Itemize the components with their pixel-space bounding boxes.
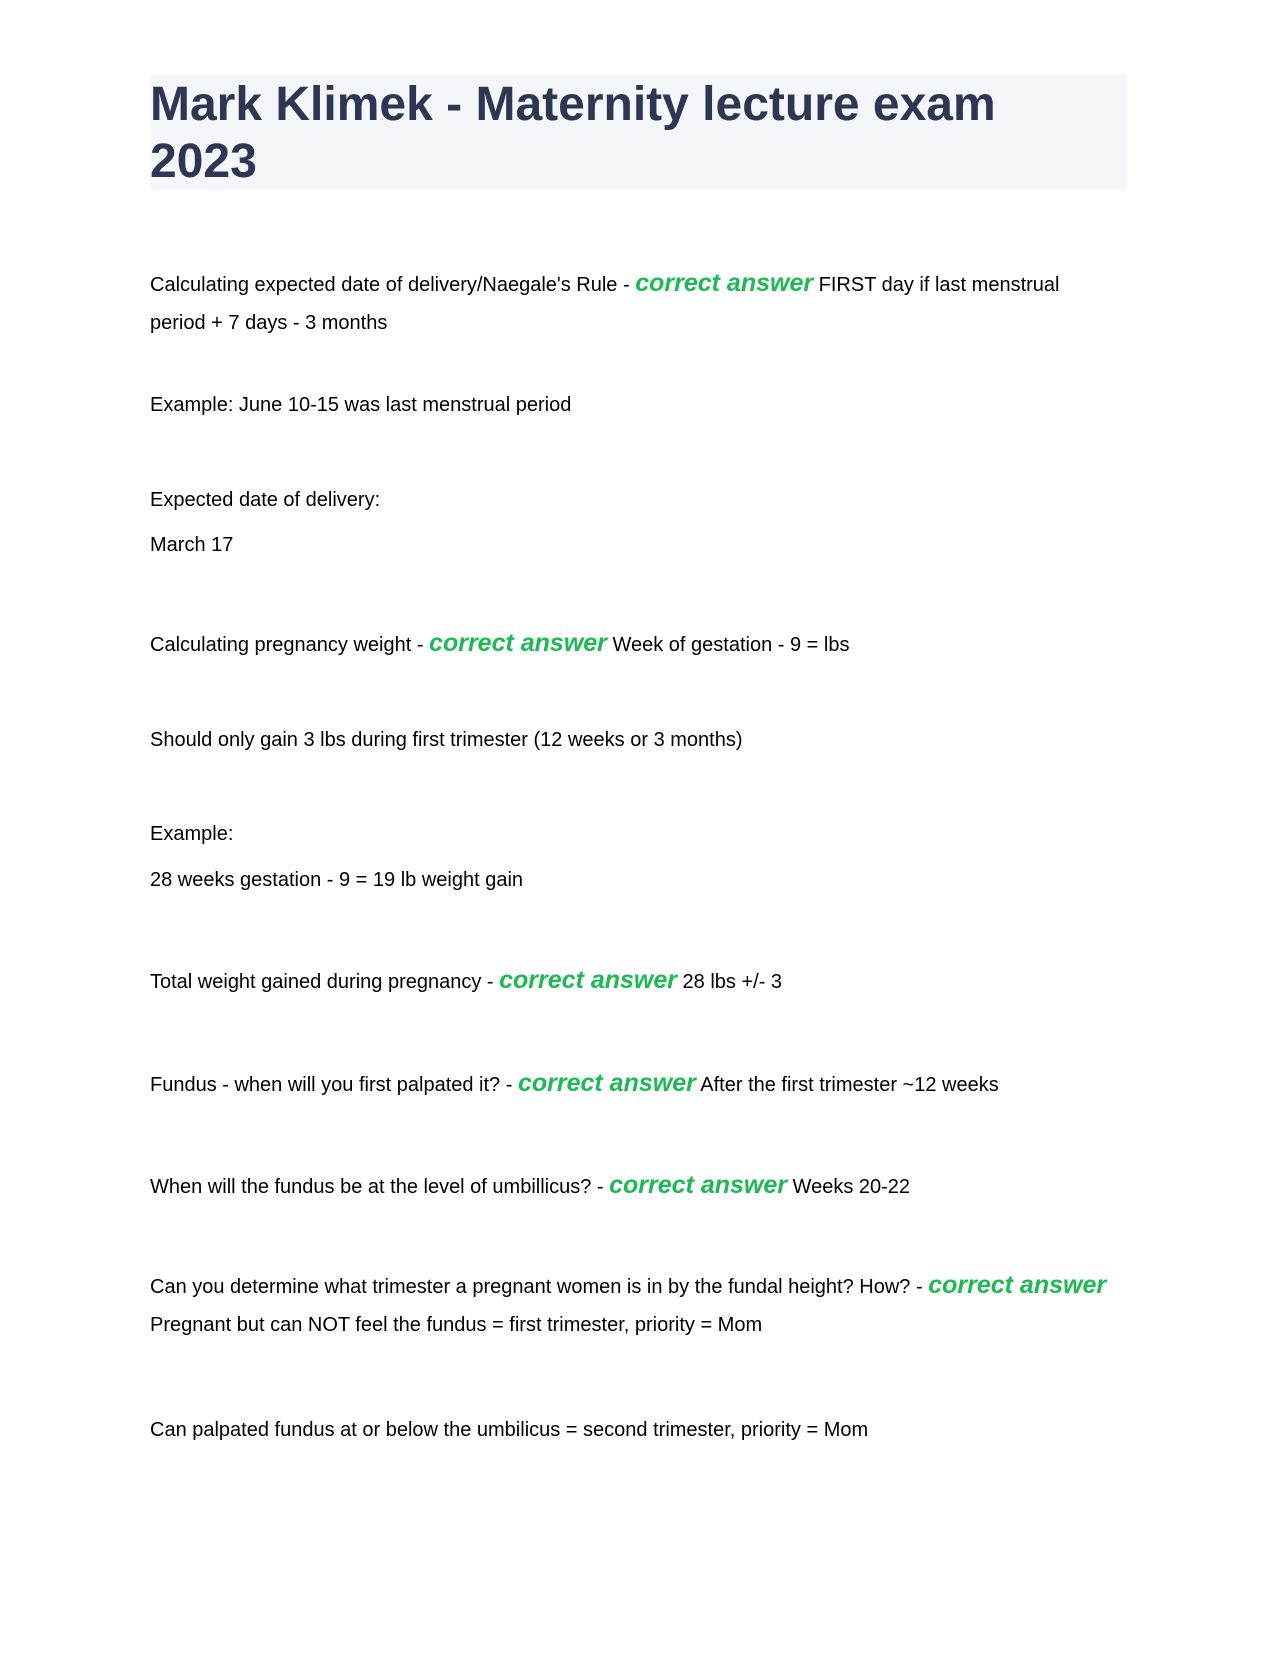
- paragraph: Can palpated fundus at or below the umbilicus = second trimester, priority = Mom: [150, 1419, 869, 1441]
- correct-answer-label: correct answer: [928, 1271, 1107, 1299]
- qa-pregnancy-weight: [150, 624, 1110, 664]
- correct-answer-label: correct answer: [517, 1069, 696, 1097]
- question-text: When will the fundus be at the level of umbillicus? -: [150, 1176, 610, 1198]
- answer-text: After the first trimester ~12 weeks: [695, 1074, 999, 1096]
- qa-fundal-height-trimester: [150, 1266, 1110, 1344]
- question-text: Total weight gained during pregnancy -: [150, 971, 500, 993]
- answer-text: Weeks 20-22: [787, 1176, 911, 1198]
- answer-text: 28 lbs +/- 3: [677, 971, 783, 993]
- correct-answer-label: correct answer: [635, 269, 814, 297]
- paragraph: Example: June 10-15 was last menstrual period: [150, 394, 572, 416]
- correct-answer-label: correct answer: [429, 629, 607, 657]
- answer-text: Week of gestation - 9 = lbs: [606, 634, 850, 656]
- qa-fundus-palpation: [150, 1064, 1110, 1104]
- question-text: Fundus - when will you first palpated it? -: [150, 1074, 518, 1096]
- correct-answer-label: correct answer: [609, 1171, 787, 1199]
- correct-answer-label: correct answer: [499, 966, 677, 994]
- qa-naegeles-rule: [150, 264, 1110, 342]
- question-text: Calculating pregnancy weight -: [150, 634, 430, 656]
- qa-fundus-umbilicus: [150, 1166, 1110, 1206]
- paragraph: 28 weeks gestation - 9 = 19 lb weight gain: [150, 869, 524, 891]
- title-block: [150, 74, 1126, 190]
- question-text: Calculating expected date of delivery/Naegale's Rule -: [150, 274, 636, 296]
- paragraph: March 17: [150, 534, 234, 556]
- paragraph: Expected date of delivery:: [150, 489, 381, 511]
- answer-text: Pregnant but can NOT feel the fundus = first trimester, priority = Mom: [150, 1314, 763, 1336]
- answer-text: FIRST day if last menstrual period + 7 days - 3 months: [150, 274, 1060, 334]
- page-title: Mark Klimek - Maternity lecture exam 2023: [150, 78, 996, 188]
- question-text: Can you determine what trimester a pregnant women is in by the fundal height? How? -: [150, 1276, 929, 1298]
- qa-total-weight: [150, 961, 1110, 1001]
- paragraph: Example:: [150, 823, 234, 845]
- paragraph: Should only gain 3 lbs during first trimester (12 weeks or 3 months): [150, 729, 743, 751]
